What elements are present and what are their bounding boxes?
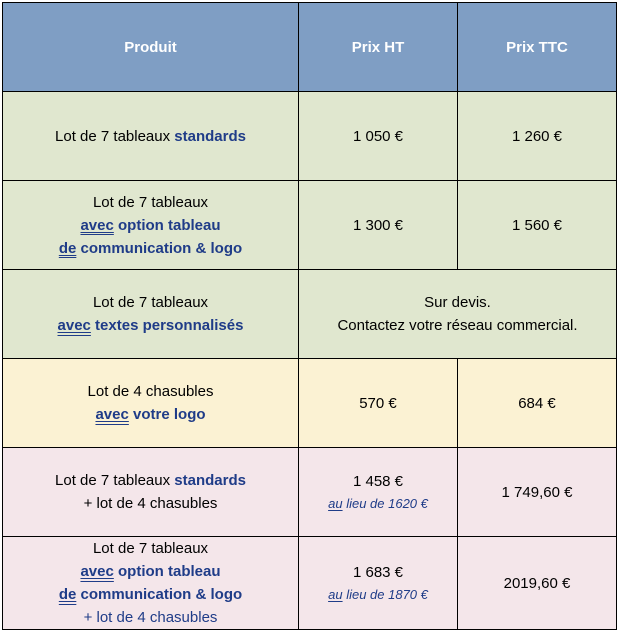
table-row (3, 359, 617, 448)
table-row (3, 181, 617, 270)
price-table (2, 2, 617, 630)
price-ttc-cell: 1 749,60 € (458, 448, 617, 537)
price-ht-cell: 570 € (299, 359, 458, 448)
product-cell: Lot de 7 tableaux avec option tableau de communication & logo + lot de 4 chasubles (3, 537, 299, 630)
header-product: Produit (3, 3, 299, 92)
product-cell: Lot de 7 tableaux avec textes personnalisés (3, 270, 299, 359)
product-cell: Lot de 7 tableaux standards (3, 92, 299, 181)
quote-cell: Sur devis. Contactez votre réseau commercial. (299, 270, 617, 359)
price-ttc-cell: 1 560 € (458, 181, 617, 270)
table-row (3, 448, 617, 537)
price-ht-cell: 1 458 € au lieu de 1620 € (299, 448, 458, 537)
header-price-ttc: Prix TTC (458, 3, 617, 92)
price-ttc-cell: 2019,60 € (458, 537, 617, 630)
table-row (3, 537, 617, 630)
price-ht-cell: 1 683 € au lieu de 1870 € (299, 537, 458, 630)
table-row (3, 92, 617, 181)
price-ttc-cell: 684 € (458, 359, 617, 448)
price-ht-cell: 1 300 € (299, 181, 458, 270)
table-row (3, 270, 617, 359)
product-cell: Lot de 4 chasubles avec votre logo (3, 359, 299, 448)
header-row (3, 3, 617, 92)
product-cell: Lot de 7 tableaux standards + lot de 4 chasubles (3, 448, 299, 537)
product-cell: Lot de 7 tableaux avec option tableau de communication & logo (3, 181, 299, 270)
header-price-ht: Prix HT (299, 3, 458, 92)
price-ht-cell: 1 050 € (299, 92, 458, 181)
price-ttc-cell: 1 260 € (458, 92, 617, 181)
